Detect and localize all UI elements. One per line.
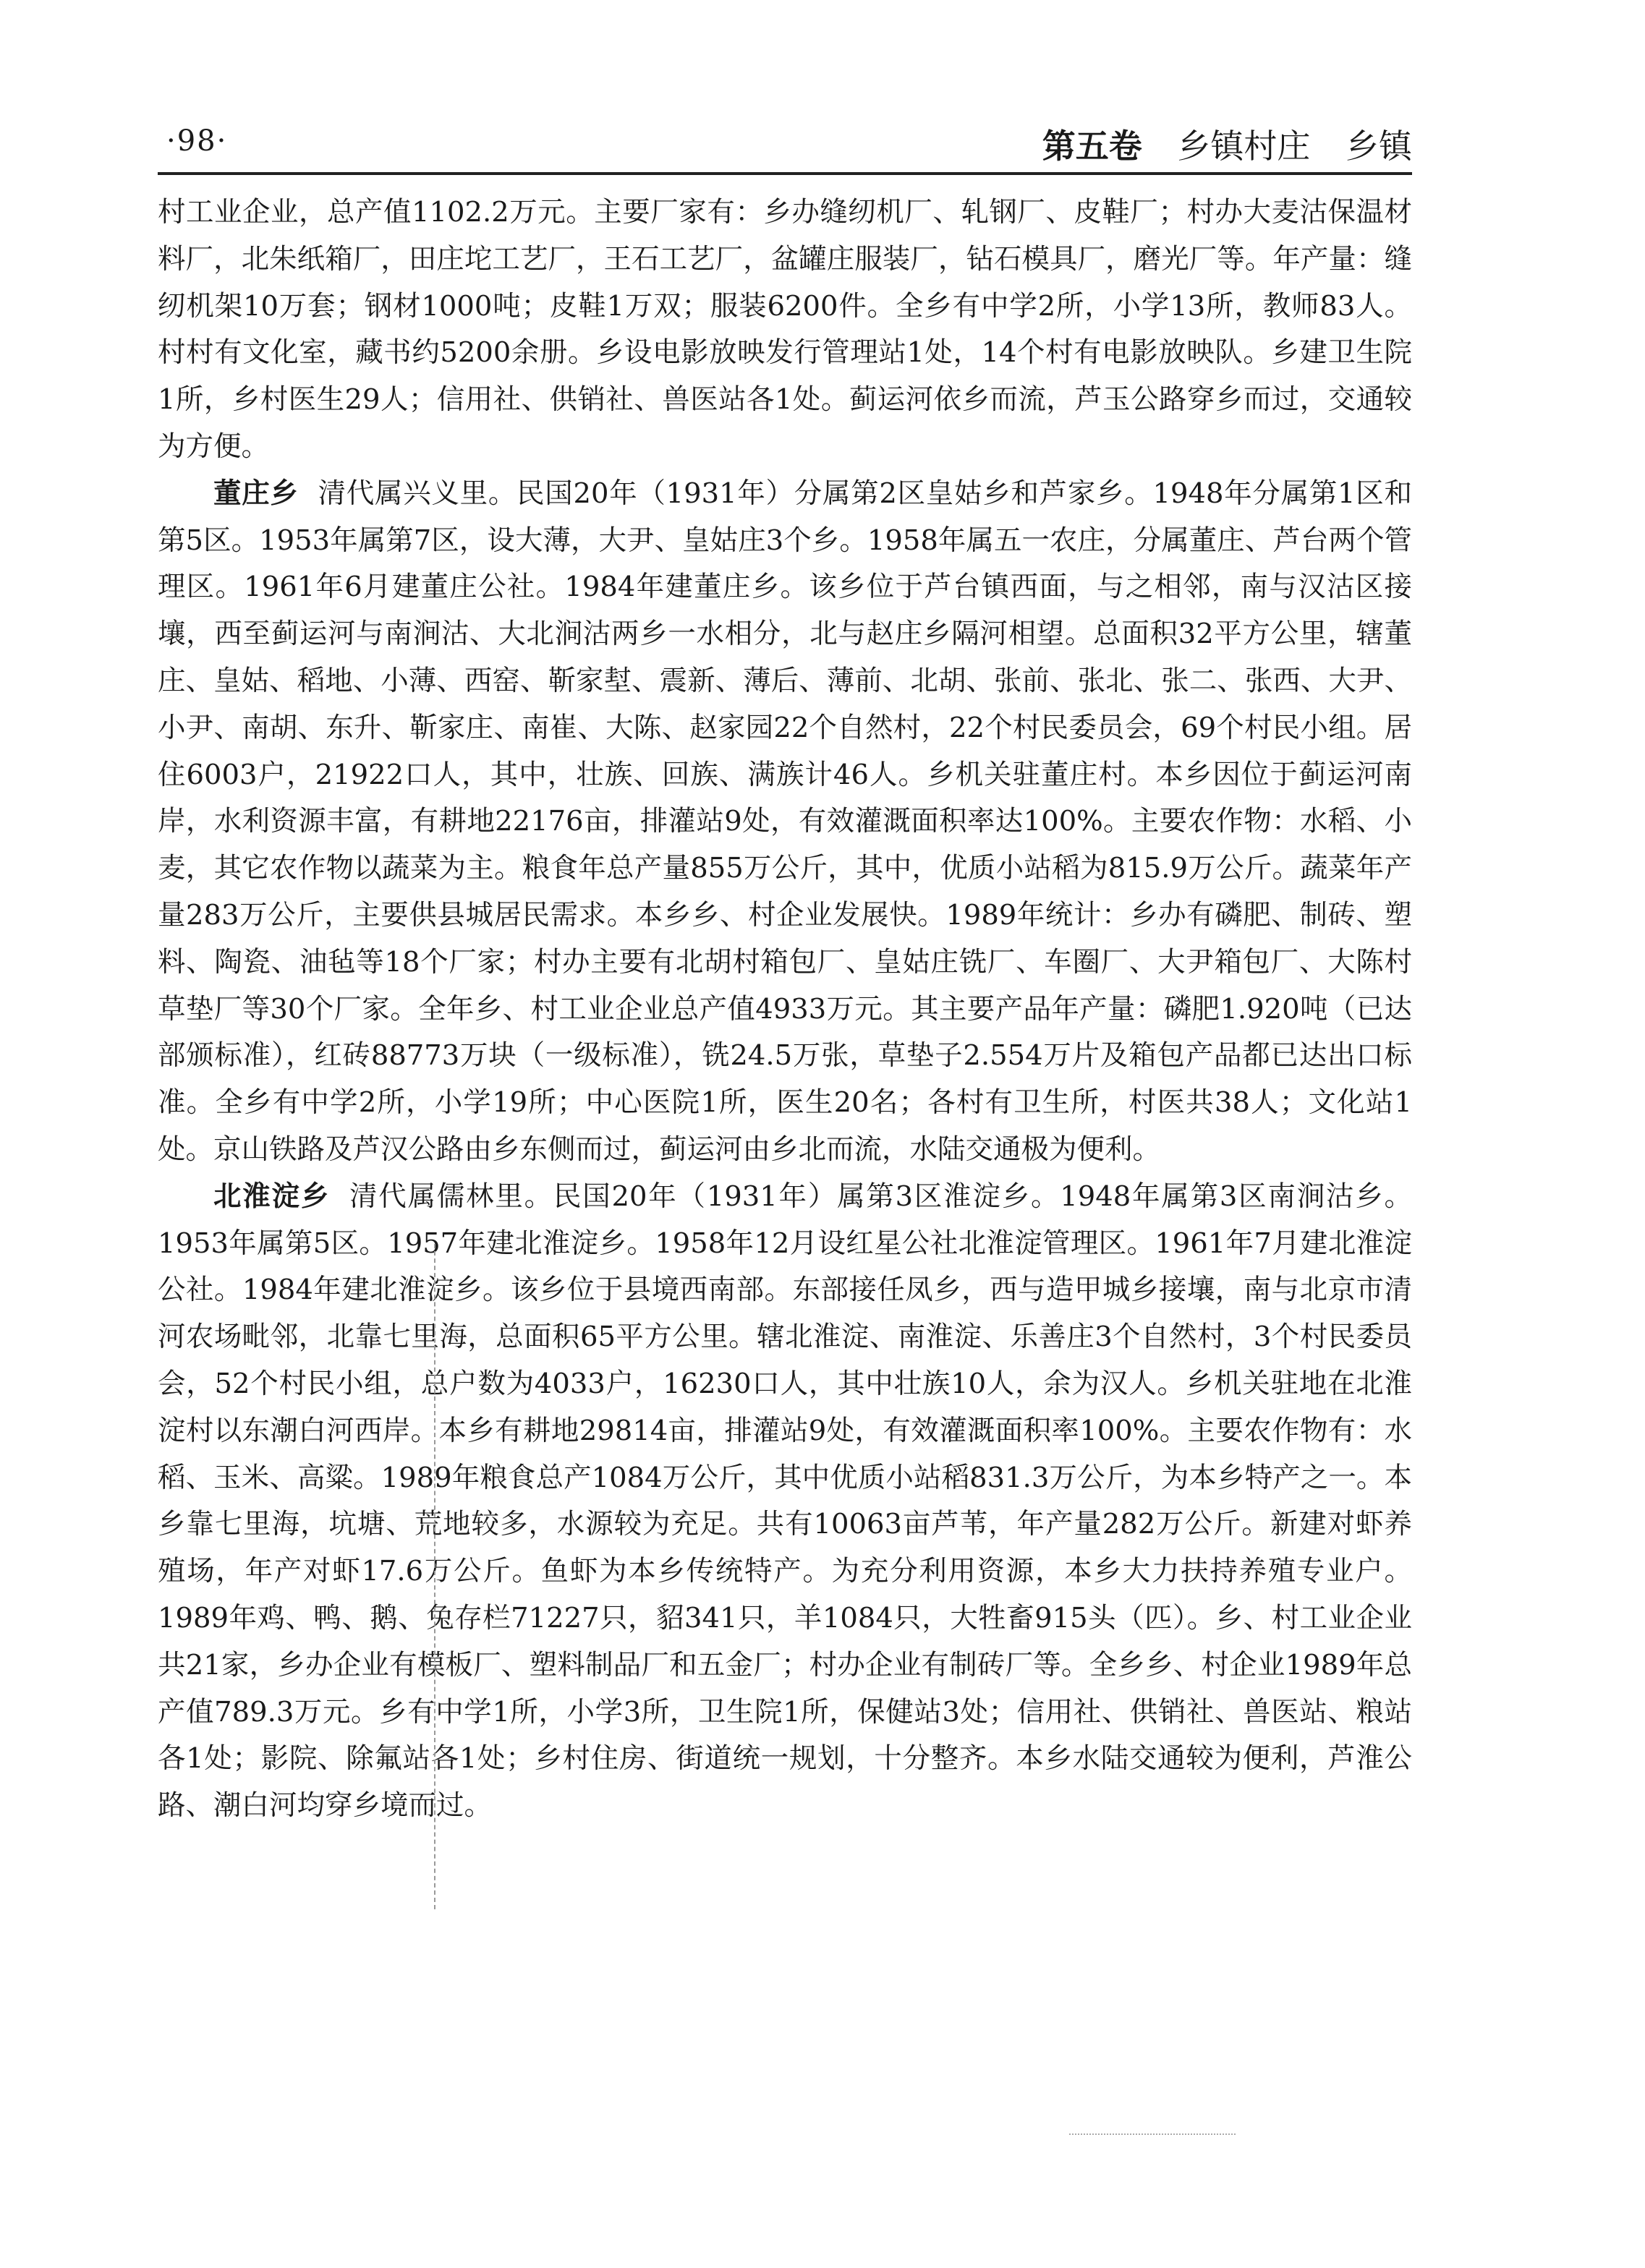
page-header	[158, 116, 1412, 174]
subsection-title: 乡镇	[1346, 127, 1412, 166]
page-number: ·98·	[166, 124, 228, 158]
volume-title: 第五卷	[1042, 127, 1142, 166]
entry-text: 清代属儒林里。民国20年（1931年）属第3区淮淀乡。1948年属第3区南涧沽乡。1953年属第5区。1957年建北淮淀乡。1958年12月设红星公社北淮淀管理区。1961年7月建北淮淀公社。1984年建北淮淀乡。该乡位于县境西南部。东部接任凤乡，西与造甲城乡接壤，南与北京市清河农场毗邻，北靠七里海，总面积65平方公里。辖北淮淀、南淮淀、乐善庄3个自然村，3个村民委员会，52个村民小组，总户数为4033户，16230口人，其中壮族10人，余为汉人。乡机关驻地在北淮淀村以东潮白河西岸。本乡有耕地29814亩，排灌站9处，有效灌溉面积率100%。主要农作物有：水稻、玉米、高粱。1989年粮食总产1084万公斤，其中优质小站稻831.3万公斤，为本乡特产之一。本乡靠七里海，坑塘、荒地较多，水源较为充足。共有10063亩芦苇，年产量282万公斤。新建对虾养殖场，年产对虾17.6万公斤。鱼虾为本乡传统特产。为充分利用资源，本乡大力扶持养殖专业户。1989年鸡、鸭、鹅、兔存栏71227只，貂341只，羊1084只，大牲畜915头（匹）。乡、村工业企业共21家，乡办企业有模板厂、塑料制品厂和五金厂；村办企业有制砖厂等。全乡乡、村企业1989年总产值789.3万元。乡有中学1所，小学3所，卫生院1所，保健站3处；信用社、供销社、兽医站、粮站各1处；影院、除氟站各1处；乡村住房、街道统一规划，十分整齐。本乡水陆交通较为便利，芦淮公路、潮白河均穿乡境而过。	[158, 1180, 1412, 1822]
running-title	[1042, 120, 1412, 168]
scan-fold-line	[434, 1244, 435, 1909]
continued-paragraph: 村工业企业，总产值1102.2万元。主要厂家有：乡办缝纫机厂、轧钢厂、皮鞋厂；村办大麦沽保温材料厂，北朱纸箱厂，田庄坨工艺厂，王石工艺厂，盆罐庄服装厂，钻石模具厂，磨光厂等。年产量：缝纫机架10万套；钢材1000吨；皮鞋1万双；服装6200件。全乡有中学2所，小学13所，教师83人。村村有文化室，藏书约5200余册。乡设电影放映发行管理站1处，14个村有电影放映队。乡建卫生院1所，乡村医生29人；信用社、供销社、兽医站各1处。蓟运河依乡而流，芦玉公路穿乡而过，交通较为方便。	[158, 196, 1412, 463]
scan-specks	[1069, 2133, 1236, 2135]
section-title: 乡镇村庄	[1177, 127, 1311, 166]
entry-dongzhuang	[158, 471, 1412, 1174]
entry-name: 北淮淀乡	[213, 1180, 331, 1213]
entry-text: 清代属兴义里。民国20年（1931年）分属第2区皇姑乡和芦家乡。1948年分属第1区和第5区。1953年属第7区，设大薄，大尹、皇姑庄3个乡。1958年属五一农庄，分属董庄、芦台两个管理区。1961年6月建董庄公社。1984年建董庄乡。该乡位于芦台镇西面，与之相邻，南与汉沽区接壤，西至蓟运河与南涧沽、大北涧沽两乡一水相分，北与赵庄乡隔河相望。总面积32平方公里，辖董庄、皇姑、稻地、小薄、西窑、靳家堼、震新、薄后、薄前、北胡、张前、张北、张二、张西、大尹、小尹、南胡、东升、靳家庄、南崔、大陈、赵家园22个自然村，22个村民委员会，69个村民小组。居住6003户，21922口人，其中，壮族、回族、满族计46人。乡机关驻董庄村。本乡因位于蓟运河南岸，水利资源丰富，有耕地22176亩，排灌站9处，有效灌溉面积率达100%。主要农作物：水稻、小麦，其它农作物以蔬菜为主。粮食年总产量855万公斤，其中，优质小站稻为815.9万公斤。蔬菜年产量283万公斤，主要供县城居民需求。本乡乡、村企业发展快。1989年统计：乡办有磷肥、制砖、塑料、陶瓷、油毡等18个厂家；村办主要有北胡村箱包厂、皇姑庄铣厂、车圈厂、大尹箱包厂、大陈村草垫厂等30个厂家。全年乡、村工业企业总产值4933万元。其主要产品年产量：磷肥1.920吨（已达部颁标准），红砖88773万块（一级标准），铣24.5万张，草垫子2.554万片及箱包产品都已达出口标准。全乡有中学2所，小学19所；中心医院1所，医生20名；各村有卫生所，村医共38人；文化站1处。京山铁路及芦汉公路由乡东侧而过，蓟运河由乡北而流，水陆交通极为便利。	[158, 477, 1412, 1166]
entry-beihuaidian	[158, 1174, 1412, 1830]
body-text	[158, 189, 1412, 1830]
entry-name: 董庄乡	[213, 477, 299, 510]
header-rule	[158, 172, 1412, 175]
